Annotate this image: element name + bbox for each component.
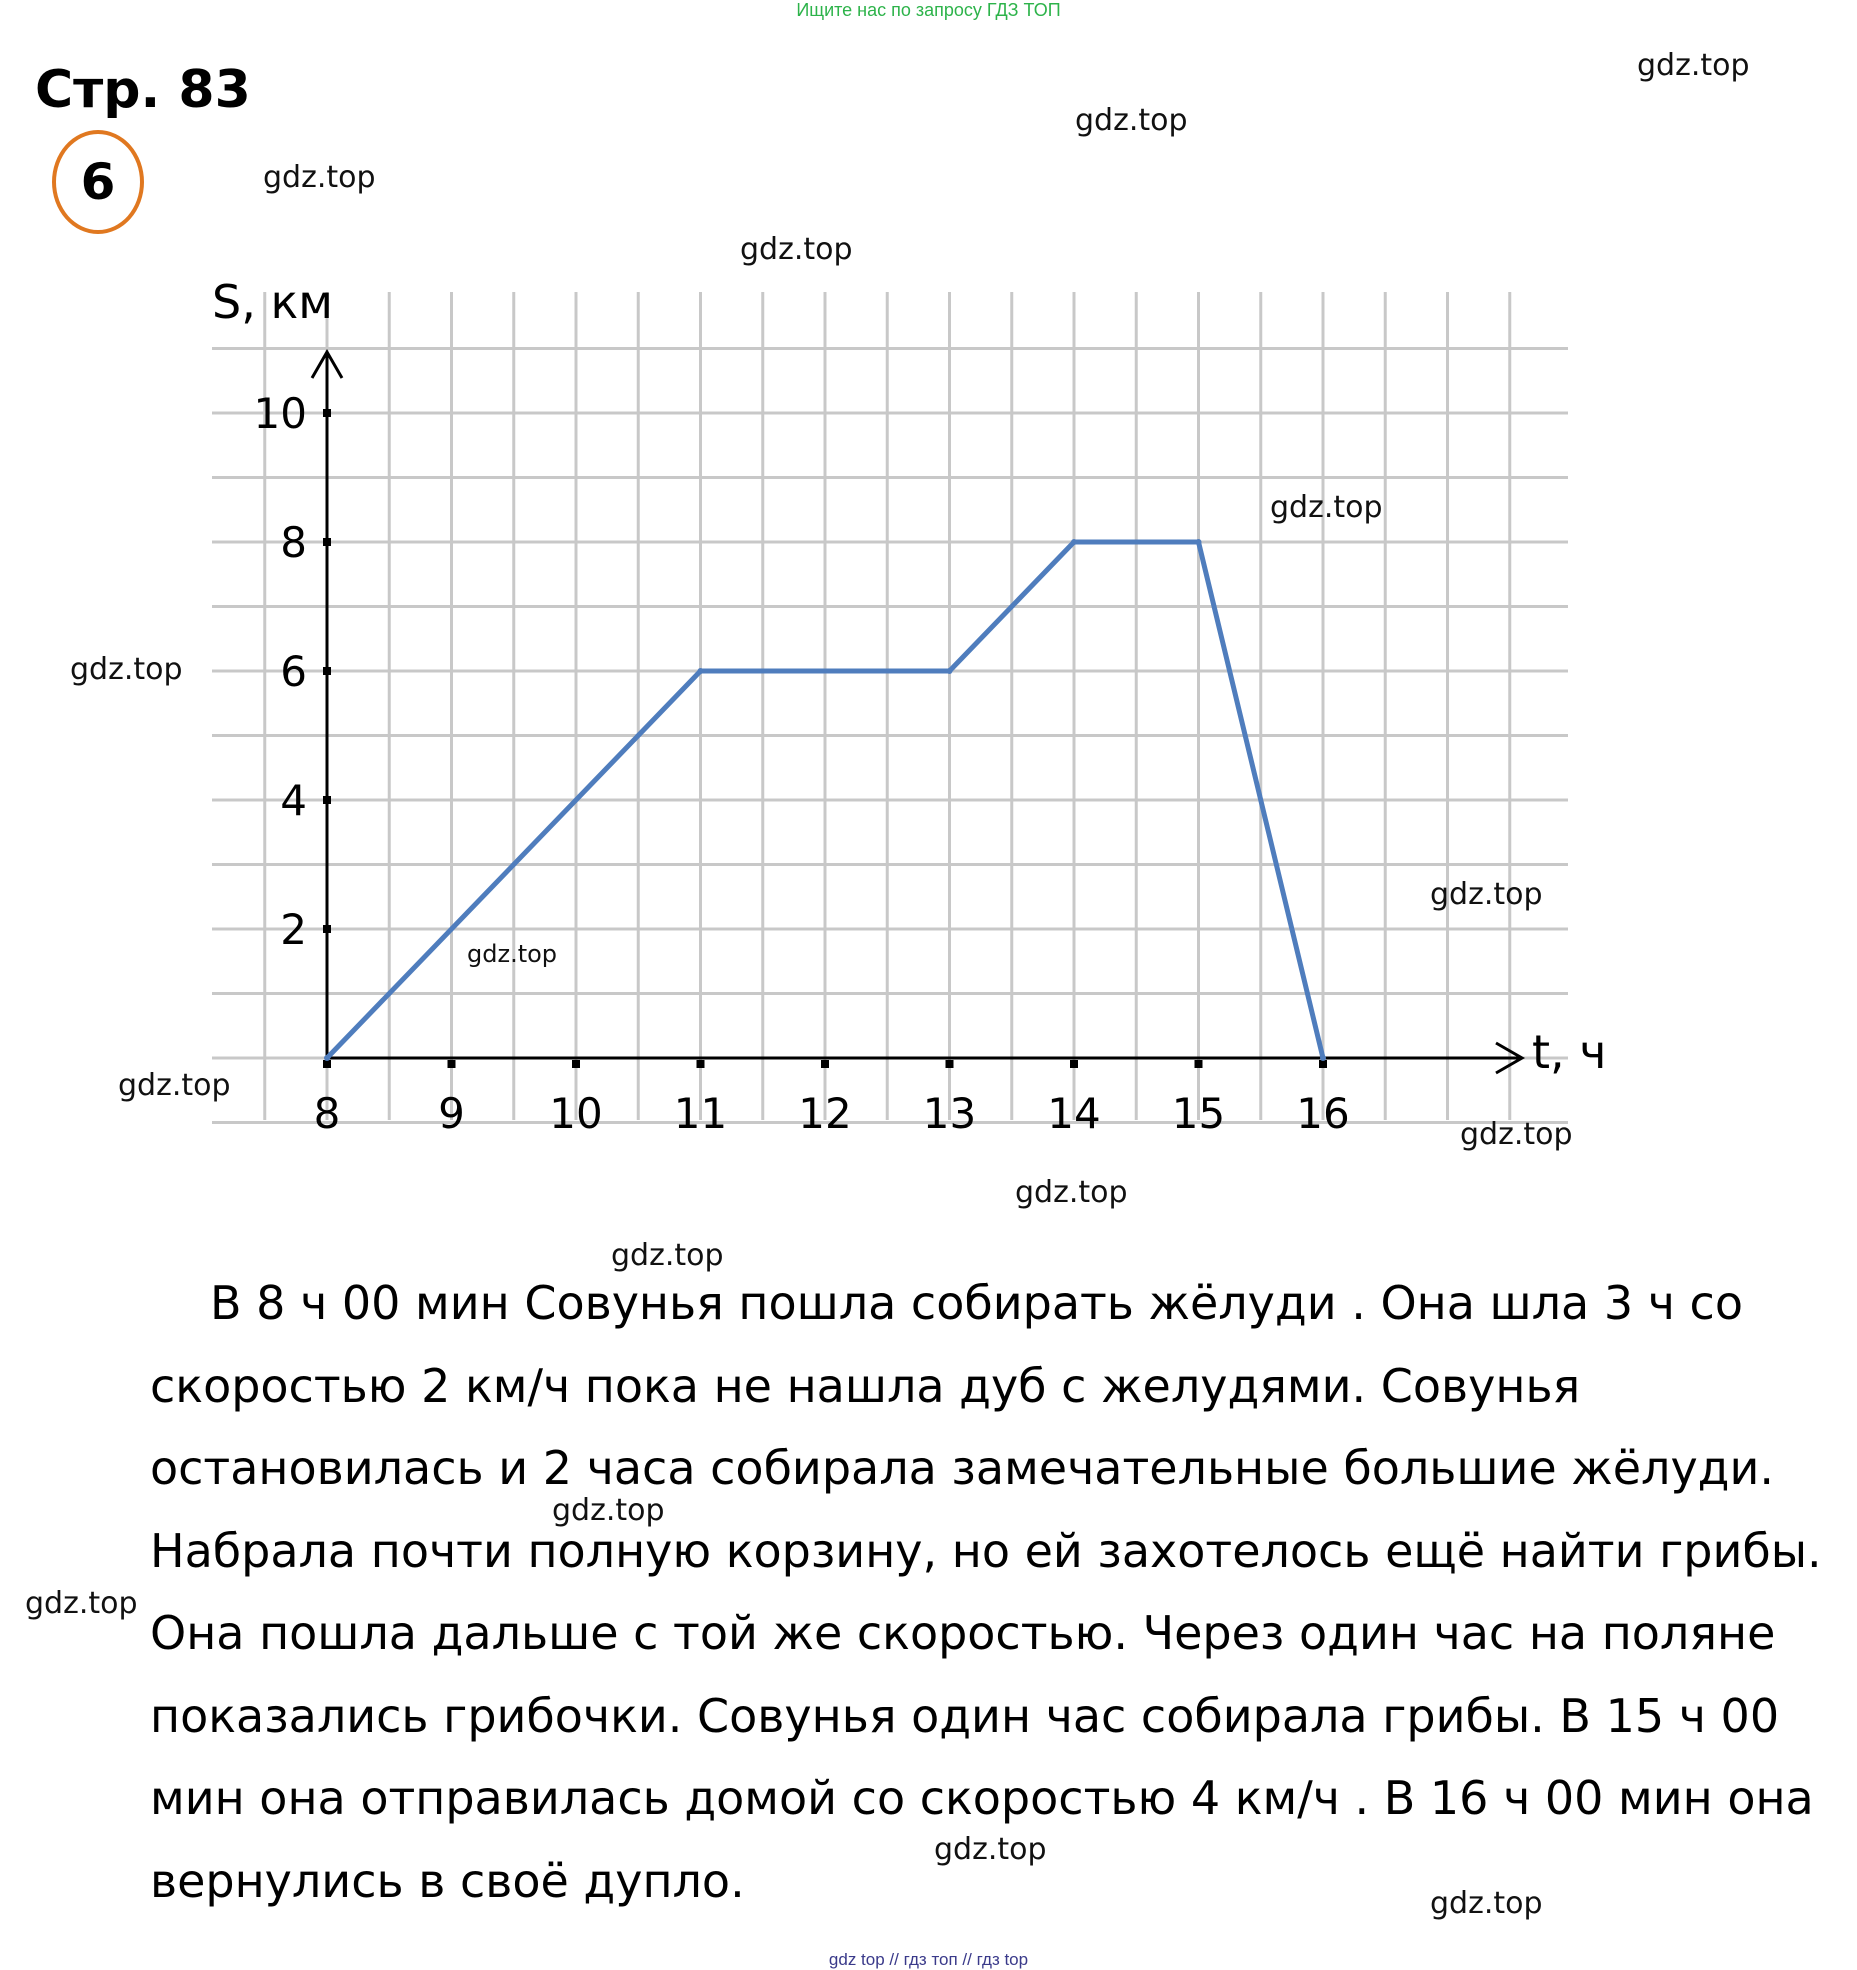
x-tick-mark	[1319, 1060, 1327, 1068]
watermark: gdz.top	[118, 1068, 231, 1103]
watermark: gdz.top	[1637, 48, 1750, 83]
y-tick-label: 4	[280, 776, 307, 825]
chart-labels	[212, 275, 1606, 1138]
y-tick-mark	[323, 538, 331, 546]
problem-paragraph: В 8 ч 00 мин Совунья пошла собирать жёлуди . Она шла 3 ч со скоростью 2 км/ч пока не нашла дуб с желудями. Совунья остановилась и 2 часа собирала замечательные большие жёлуди. Набрала почти полную корзину, но ей захотелось ещё найти грибы. Она пошла дальше с той же скоростью. Через один час на поляне показались грибочки. Совунья один час собирала грибы. В 15 ч 00 мин она отправилась домой со скоростью 4 км/ч . В 16 ч 00 мин она вернулись в своё дупло.	[150, 1276, 1822, 1908]
watermark: gdz.top	[70, 652, 183, 687]
x-tick-mark	[946, 1060, 954, 1068]
x-tick-mark	[448, 1060, 456, 1068]
chart-grid	[212, 292, 1568, 1123]
x-tick-mark	[572, 1060, 580, 1068]
x-tick-label: 9	[438, 1089, 465, 1138]
watermark: gdz.top	[25, 1586, 138, 1621]
y-tick-label: 2	[280, 905, 307, 954]
watermark: gdz.top	[1430, 877, 1543, 912]
watermark: gdz.top	[934, 1832, 1047, 1867]
x-tick-label: 14	[1047, 1089, 1101, 1138]
problem-text	[150, 1262, 1830, 1922]
watermark: gdz.top	[1015, 1175, 1128, 1210]
y-tick-label: 8	[280, 518, 307, 567]
y-tick-label: 6	[280, 647, 307, 696]
x-tick-mark	[697, 1060, 705, 1068]
top-banner: Ищите нас по запросу ГДЗ ТОП	[796, 0, 1061, 20]
y-tick-label: 10	[253, 389, 307, 438]
x-tick-label: 11	[673, 1089, 728, 1138]
watermark: gdz.top	[740, 232, 853, 267]
x-tick-label: 13	[922, 1089, 977, 1138]
watermark: gdz.top	[467, 940, 558, 968]
data-point	[947, 668, 953, 674]
data-point	[1196, 539, 1202, 545]
y-axis-label: S, км	[212, 275, 333, 329]
data-point	[1071, 539, 1077, 545]
watermark: gdz.top	[1460, 1117, 1573, 1152]
y-tick-mark	[323, 796, 331, 804]
x-tick-mark	[1195, 1060, 1203, 1068]
watermark: gdz.top	[1075, 103, 1188, 138]
x-tick-label: 15	[1171, 1089, 1226, 1138]
data-point	[1320, 1055, 1326, 1061]
x-tick-mark	[323, 1060, 331, 1068]
task-number: 6	[80, 153, 116, 211]
data-point	[698, 668, 704, 674]
y-tick-mark	[323, 667, 331, 675]
x-axis-label: t, ч	[1532, 1025, 1607, 1079]
y-tick-mark	[323, 925, 331, 933]
x-tick-label: 8	[313, 1089, 341, 1138]
footer: gdz top // гдз топ // гдз top	[828, 1950, 1029, 1969]
watermark: gdz.top	[552, 1493, 665, 1528]
x-tick-label: 16	[1296, 1089, 1350, 1138]
watermark: gdz.top	[1270, 490, 1383, 525]
x-tick-label: 12	[798, 1089, 852, 1138]
watermark: gdz.top	[263, 160, 376, 195]
x-tick-mark	[821, 1060, 829, 1068]
page-title: Стр. 83	[35, 60, 251, 120]
watermark: gdz.top	[1430, 1886, 1543, 1921]
data-point	[324, 1055, 330, 1061]
x-tick-mark	[1070, 1060, 1078, 1068]
watermark: gdz.top	[611, 1238, 724, 1273]
y-tick-mark	[323, 409, 331, 417]
x-tick-label: 10	[549, 1089, 603, 1138]
